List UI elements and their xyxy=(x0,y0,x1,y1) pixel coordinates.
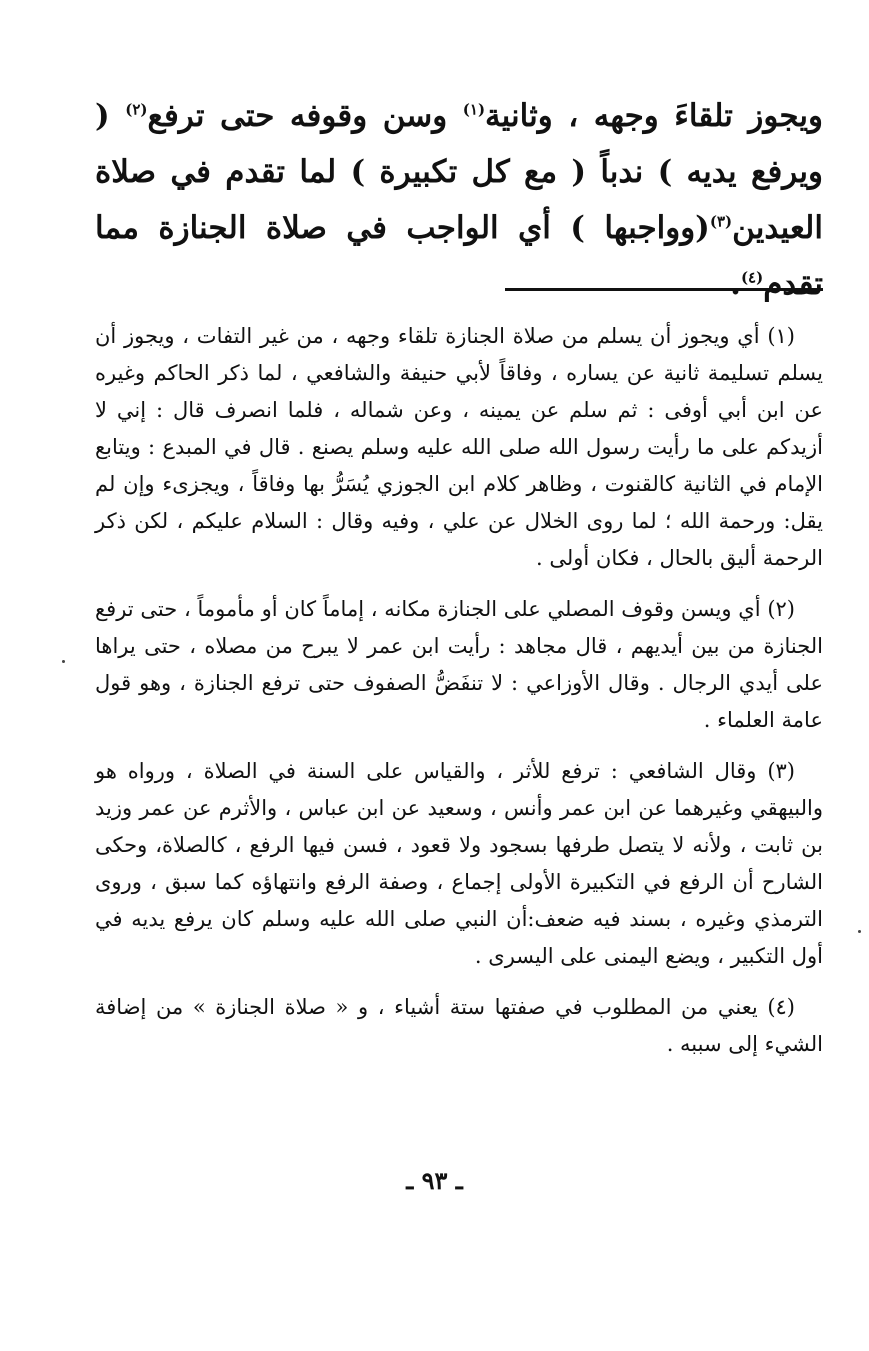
main-line-3a: العيدين xyxy=(732,210,823,246)
main-line-2: ( ويرفع يديه ) ندباً ( مع كل تكبيرة ) لما تقدم في صلاة xyxy=(95,98,823,190)
footnote-ref-2[interactable]: (٢) xyxy=(125,100,148,119)
footnote-ref-3[interactable]: (٣) xyxy=(709,212,733,231)
main-paragraph xyxy=(95,88,823,312)
scan-speck xyxy=(62,660,65,663)
footnote-2: (٢) أي ويسن وقوف المصلي على الجنازة مكانه ، إماماً كان أو مأموماً ، حتى ترفع الجنازة من بين أيديهم ، قال مجاهد : رأيت ابن عمر لا يبرح من مصلاه ، حتى يراها على أيدي الرجال . وقال الأوزاعي : لا تنفَضُّ الصفوف حتى ترفع الجنازة ، وهو قول عامة العلماء . xyxy=(95,597,823,732)
footnote-ref-4[interactable]: (٤) xyxy=(740,268,764,287)
main-line-1b: وسن وقوفه حتى ترفع xyxy=(147,98,448,134)
footnote-4: (٤) يعني من المطلوب في صفتها ستة أشياء ، و « صلاة الجنازة » من إضافة الشيء إلى سببه . xyxy=(95,995,823,1056)
main-text xyxy=(95,88,823,312)
footnote-ref-1[interactable]: (١) xyxy=(462,100,486,119)
scan-speck xyxy=(858,930,861,933)
footnote-divider xyxy=(505,288,823,291)
footnote-3: (٣) وقال الشافعي : ترفع للأثر ، والقياس على السنة في الصلاة ، ورواه هو والبيهقي وغيرهما عن ابن عمر وأنس ، وسعيد عن ابن عباس ، والأثرم عن عمر وزيد بن ثابت ، ولأنه لا يتصل طرفها بسجود ولا قعود ، فسن فيها الرفع ، كالصلاة، وحكى الشارح أن الرفع في التكبيرة الأولى إجماع ، وصفة الرفع وانتهاؤه كما سبق ، وروى الترمذي وغيره ، بسند فيه ضعف:أن النبي صلى الله عليه وسلم كان يرفع يديه في أول التكبير ، ويضع اليمنى على اليسرى . xyxy=(95,759,823,968)
main-line-1a: ويجوز تلقاءَ وجهه ، وثانية xyxy=(485,98,824,134)
main-line-3b: (وواجبها ) أي الواجب في صلاة الجنازة مما تقدم xyxy=(95,210,823,302)
footnotes-section xyxy=(95,318,823,1077)
page-number: ـ ٩٣ ـ xyxy=(406,1166,463,1195)
main-line-3c: . xyxy=(730,266,741,302)
footnote-1: (١) أي ويجوز أن يسلم من صلاة الجنازة تلقاء وجهه ، من غير التفات ، ويجوز أن يسلم تسليمة ثانية عن يساره ، وفاقاً لأبي حنيفة والشافعي ، لما ذكر الحاكم وغيره عن ابن أبي أوفى : ثم سلم عن يمينه ، وعن شماله ، فلما انصرف قال : إني لا أزيدكم على ما رأيت رسول الله صلى الله عليه وسلم يصنع . قال في المبدع : ويتابع الإمام في الثانية كالقنوت ، وظاهر كلام ابن الجوزي يُسَرُّ بها وفاقاً ، ويجزىء وإن لم يقل: ورحمة الله ؛ لما روى الخلال عن علي ، وفيه وقال : السلام عليكم ، لكن ذكر الرحمة أليق بالحال ، فكان أولى . xyxy=(95,324,823,570)
